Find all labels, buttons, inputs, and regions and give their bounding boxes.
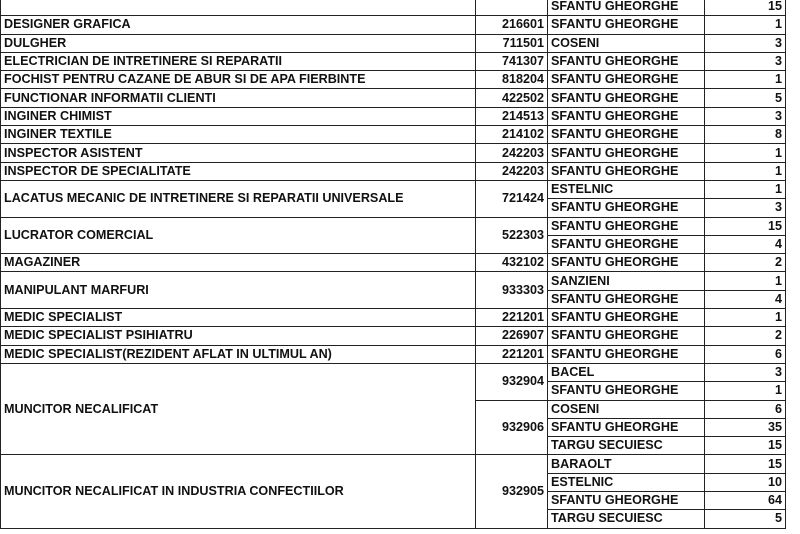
vacancy-count-cell: 3	[705, 363, 786, 381]
vacancy-count-cell: 3	[705, 107, 786, 125]
job-title-cell: LACATUS MECANIC DE INTRETINERE SI REPARATII UNIVERSALE	[1, 180, 476, 217]
cor-code-cell: 721424	[476, 180, 548, 217]
location-cell: SFANTU GHEORGHE	[548, 126, 705, 144]
location-cell: SFANTU GHEORGHE	[548, 235, 705, 253]
job-title-cell: INGINER TEXTILE	[1, 126, 476, 144]
job-title-cell: ELECTRICIAN DE INTRETINERE SI REPARATII	[1, 52, 476, 70]
vacancy-count-cell: 8	[705, 126, 786, 144]
location-cell: TARGU SECUIESC	[548, 437, 705, 455]
job-title-cell: FUNCTIONAR INFORMATII CLIENTI	[1, 89, 476, 107]
job-title-cell: INSPECTOR ASISTENT	[1, 144, 476, 162]
vacancy-count-cell: 10	[705, 473, 786, 491]
vacancy-count-cell: 1	[705, 71, 786, 89]
table-row	[1, 309, 786, 327]
vacancy-count-cell: 2	[705, 327, 786, 345]
vacancy-count-cell: 64	[705, 492, 786, 510]
table-row	[1, 89, 786, 107]
cor-code-cell: 522303	[476, 217, 548, 254]
cor-code-cell: 422502	[476, 89, 548, 107]
vacancy-count-cell: 3	[705, 52, 786, 70]
cor-code-cell: 242203	[476, 144, 548, 162]
job-title-cell: MUNCITOR NECALIFICAT	[1, 363, 476, 454]
location-cell: BARAOLT	[548, 455, 705, 473]
job-title-cell: MEDIC SPECIALIST PSIHIATRU	[1, 327, 476, 345]
vacancy-count-cell: 1	[705, 382, 786, 400]
cor-code-cell: 214513	[476, 107, 548, 125]
vacancy-count-cell: 1	[705, 180, 786, 198]
job-title-cell: INSPECTOR DE SPECIALITATE	[1, 162, 476, 180]
job-title-cell: MUNCITOR NECALIFICAT IN INDUSTRIA CONFECTIILOR	[1, 455, 476, 528]
table-row	[1, 180, 786, 198]
table-row	[1, 144, 786, 162]
job-title-cell: LUCRATOR COMERCIAL	[1, 217, 476, 254]
vacancy-count-cell: 4	[705, 290, 786, 308]
table-row	[1, 327, 786, 345]
table-row	[1, 254, 786, 272]
vacancy-count-cell: 4	[705, 235, 786, 253]
location-cell: SANZIENI	[548, 272, 705, 290]
cor-code-cell: 741307	[476, 52, 548, 70]
cor-code-cell: 216601	[476, 16, 548, 34]
cor-code-cell: 221201	[476, 309, 548, 327]
job-title-cell: MANIPULANT MARFURI	[1, 272, 476, 309]
cor-code-cell: 226907	[476, 327, 548, 345]
vacancy-count-cell: 15	[705, 217, 786, 235]
vacancy-count-cell: 5	[705, 510, 786, 528]
vacancy-count-cell: 15	[705, 0, 786, 16]
vacancy-count-cell: 1	[705, 309, 786, 327]
location-cell: SFANTU GHEORGHE	[548, 217, 705, 235]
cor-code-cell: 242203	[476, 162, 548, 180]
table-row	[1, 126, 786, 144]
job-title-cell: DULGHER	[1, 34, 476, 52]
location-cell: BACEL	[548, 363, 705, 381]
cor-code-cell: 221201	[476, 345, 548, 363]
location-cell: SFANTU GHEORGHE	[548, 0, 705, 16]
location-cell: SFANTU GHEORGHE	[548, 345, 705, 363]
location-cell: SFANTU GHEORGHE	[548, 162, 705, 180]
vacancy-count-cell: 1	[705, 162, 786, 180]
cor-code-cell	[476, 0, 548, 16]
cor-code-cell: 932906	[476, 400, 548, 455]
table-row	[1, 162, 786, 180]
location-cell: SFANTU GHEORGHE	[548, 418, 705, 436]
vacancy-count-cell: 15	[705, 455, 786, 473]
location-cell: SFANTU GHEORGHE	[548, 52, 705, 70]
job-title-cell: DESIGNER GRAFICA	[1, 16, 476, 34]
job-title-cell: INGINER CHIMIST	[1, 107, 476, 125]
job-title-cell	[1, 0, 476, 16]
location-cell: SFANTU GHEORGHE	[548, 382, 705, 400]
vacancy-count-cell: 2	[705, 254, 786, 272]
vacancy-count-cell: 1	[705, 272, 786, 290]
job-title-cell: MEDIC SPECIALIST	[1, 309, 476, 327]
cor-code-cell: 932904	[476, 363, 548, 400]
location-cell: TARGU SECUIESC	[548, 510, 705, 528]
table-row	[1, 16, 786, 34]
location-cell: SFANTU GHEORGHE	[548, 290, 705, 308]
table-row	[1, 455, 786, 473]
location-cell: SFANTU GHEORGHE	[548, 144, 705, 162]
vacancy-count-cell: 5	[705, 89, 786, 107]
cor-code-cell: 932905	[476, 455, 548, 528]
location-cell: COSENI	[548, 400, 705, 418]
location-cell: SFANTU GHEORGHE	[548, 492, 705, 510]
location-cell: SFANTU GHEORGHE	[548, 16, 705, 34]
table-row	[1, 52, 786, 70]
location-cell: SFANTU GHEORGHE	[548, 199, 705, 217]
cor-code-cell: 214102	[476, 126, 548, 144]
location-cell: ESTELNIC	[548, 180, 705, 198]
vacancy-count-cell: 15	[705, 437, 786, 455]
vacancy-count-cell: 1	[705, 16, 786, 34]
cor-code-cell: 818204	[476, 71, 548, 89]
location-cell: SFANTU GHEORGHE	[548, 107, 705, 125]
vacancy-count-cell: 1	[705, 144, 786, 162]
table-row	[1, 0, 786, 16]
vacancy-count-cell: 6	[705, 345, 786, 363]
cor-code-cell: 432102	[476, 254, 548, 272]
table-row	[1, 363, 786, 381]
table-row	[1, 345, 786, 363]
table-row	[1, 272, 786, 290]
vacancy-count-cell: 3	[705, 199, 786, 217]
job-title-cell: MAGAZINER	[1, 254, 476, 272]
table-row	[1, 107, 786, 125]
location-cell: SFANTU GHEORGHE	[548, 327, 705, 345]
location-cell: SFANTU GHEORGHE	[548, 89, 705, 107]
location-cell: SFANTU GHEORGHE	[548, 309, 705, 327]
location-cell: ESTELNIC	[548, 473, 705, 491]
location-cell: COSENI	[548, 34, 705, 52]
location-cell: SFANTU GHEORGHE	[548, 254, 705, 272]
job-title-cell: MEDIC SPECIALIST(REZIDENT AFLAT IN ULTIMUL AN)	[1, 345, 476, 363]
cor-code-cell: 711501	[476, 34, 548, 52]
cor-code-cell: 933303	[476, 272, 548, 309]
table-row	[1, 217, 786, 235]
vacancy-count-cell: 6	[705, 400, 786, 418]
vacancy-count-cell: 35	[705, 418, 786, 436]
table-row	[1, 71, 786, 89]
job-title-cell: FOCHIST PENTRU CAZANE DE ABUR SI DE APA FIERBINTE	[1, 71, 476, 89]
table-row	[1, 34, 786, 52]
vacancy-count-cell: 3	[705, 34, 786, 52]
location-cell: SFANTU GHEORGHE	[548, 71, 705, 89]
